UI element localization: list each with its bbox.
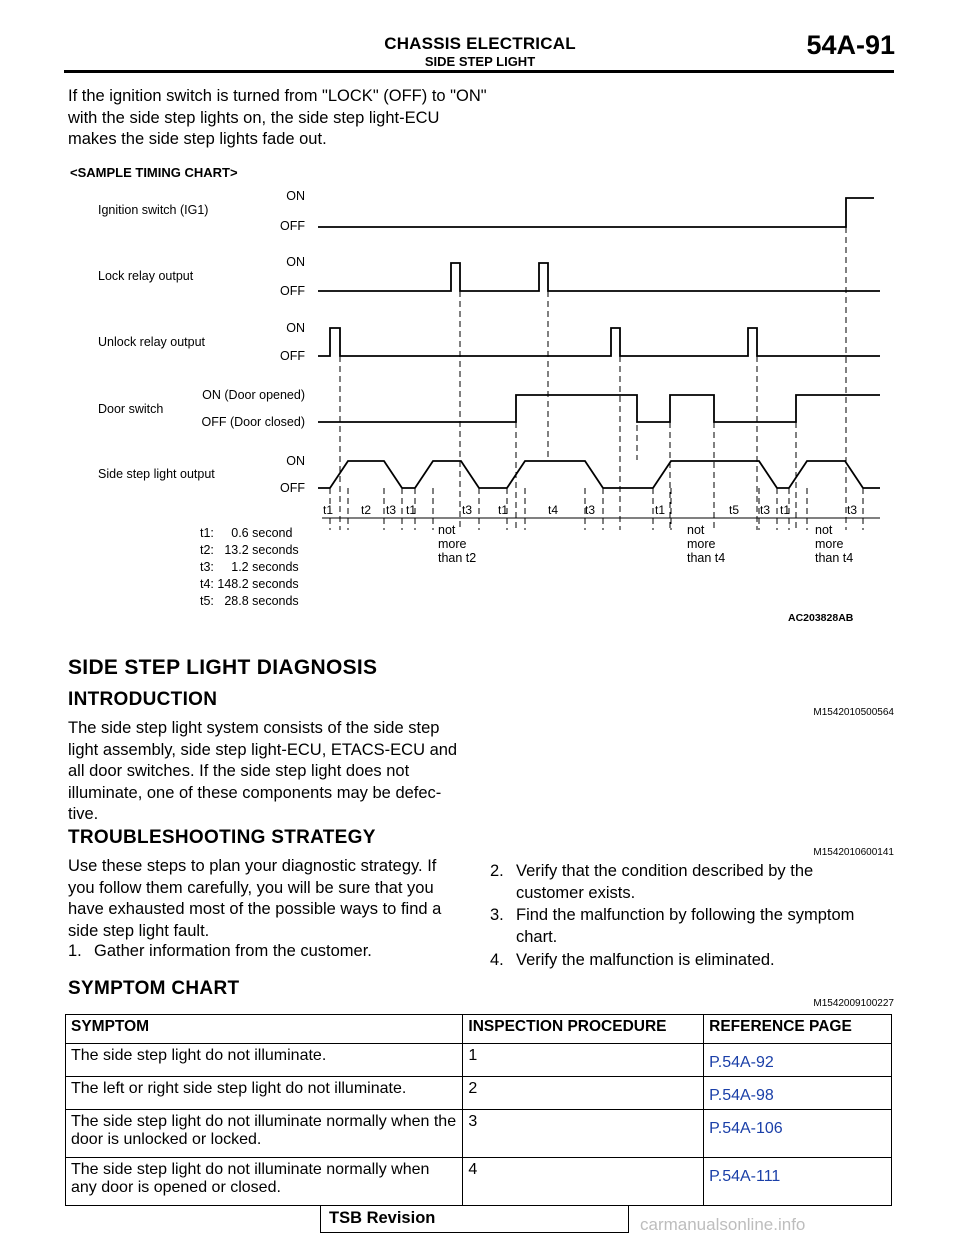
table-row <box>66 1110 892 1158</box>
reference-link[interactable]: P.54A-111 <box>704 1158 892 1206</box>
interval-label: t1 <box>406 503 417 517</box>
interval-label: t4 <box>548 503 559 517</box>
column-header: REFERENCE PAGE <box>704 1015 892 1044</box>
symptom-cell: The side step light do not illuminate normally when the door is unlocked or locked. <box>66 1110 463 1158</box>
strategy-code: M1542010600141 <box>813 847 894 858</box>
reference-link[interactable]: P.54A-92 <box>704 1044 892 1077</box>
reference-link[interactable]: P.54A-98 <box>704 1077 892 1110</box>
symptom-cell: The left or right side step light do not illuminate. <box>66 1077 463 1110</box>
unlock-relay-waveform <box>318 328 880 356</box>
tsb-revision-box: TSB Revision <box>320 1205 629 1233</box>
note-not-more-than-t2: not more than t2 <box>438 523 477 565</box>
interval-label: t1 <box>780 503 791 517</box>
interval-label: t3 <box>585 503 596 517</box>
interval-label: t1 <box>323 503 334 517</box>
symptom-chart-code: M1542009100227 <box>813 998 894 1009</box>
timing-legend: t1: 0.6 second t2: 13.2 seconds t3: 1.2 seconds t4: 148.2 seconds t5: 28.8 seconds <box>200 526 299 608</box>
column-header: SYMPTOM <box>66 1015 463 1044</box>
note-not-more-than-t4: not more than t4 <box>687 523 726 565</box>
table-row <box>66 1044 892 1077</box>
state-on-side-step: ON <box>286 454 305 468</box>
strategy-body: Use these steps to plan your diagnostic strategy. If you follow them carefully, you will be sure that you have exhausted most of the possible ways to find a side step light fault. <box>68 857 442 940</box>
table-header-row <box>66 1015 892 1044</box>
state-on-unlock: ON <box>286 321 305 335</box>
step-item: 2. Verify that the condition described by the customer exists. <box>490 862 814 902</box>
introduction-code: M1542010500564 <box>813 707 894 718</box>
signal-label-ignition: Ignition switch (IG1) <box>98 203 209 217</box>
symptom-chart-heading: SYMPTOM CHART <box>68 978 240 999</box>
state-on-ignition: ON <box>286 189 305 203</box>
state-off-side-step: OFF <box>280 481 305 495</box>
signal-label-unlock-relay: Unlock relay output <box>98 335 206 349</box>
procedure-cell: 2 <box>463 1077 704 1110</box>
state-off-ignition: OFF <box>280 219 305 233</box>
procedure-cell: 3 <box>463 1110 704 1158</box>
section-subtitle: SIDE STEP LIGHT <box>424 54 536 69</box>
signal-label-lock-relay: Lock relay output <box>98 269 194 283</box>
interval-label: t3 <box>760 503 771 517</box>
state-off-unlock: OFF <box>280 349 305 363</box>
ignition-waveform <box>318 198 874 227</box>
column-header: INSPECTION PROCEDURE <box>463 1015 704 1044</box>
diagnosis-heading: SIDE STEP LIGHT DIAGNOSIS <box>68 656 378 679</box>
figure-id: AC203828AB <box>788 612 854 624</box>
timing-chart-title: <SAMPLE TIMING CHART> <box>70 165 238 180</box>
interval-label: t1 <box>498 503 509 517</box>
symptom-table <box>65 1014 892 1206</box>
introduction-heading: INTRODUCTION <box>68 689 218 710</box>
procedure-cell: 1 <box>463 1044 704 1077</box>
table-row <box>66 1077 892 1110</box>
section-title: CHASSIS ELECTRICAL <box>384 34 576 53</box>
intro-paragraph: If the ignition switch is turned from "LOCK" (OFF) to "ON" with the side step lights on, the side step light-ECU makes the side step lights fade out. <box>68 87 487 148</box>
timing-guides <box>330 227 863 530</box>
signal-label-side-step: Side step light output <box>98 467 215 481</box>
state-off-lock: OFF <box>280 284 305 298</box>
strategy-heading: TROUBLESHOOTING STRATEGY <box>68 827 376 848</box>
note-not-more-than-t4: not more than t4 <box>815 523 854 565</box>
door-switch-waveform <box>318 395 880 422</box>
interval-label: t1 <box>655 503 666 517</box>
symptom-cell: The side step light do not illuminate normally when any door is opened or closed. <box>66 1158 463 1206</box>
step-item: 1. Gather information from the customer. <box>68 942 372 960</box>
interval-label: t2 <box>361 503 372 517</box>
interval-label: t3 <box>847 503 858 517</box>
state-off-door: OFF (Door closed) <box>201 415 305 429</box>
introduction-body: The side step light system consists of the side step light assembly, side step light-ECU, ETACS-ECU and all door switches. If the side step light does not illuminate, one of these components may be defec-tive. <box>68 719 458 823</box>
procedure-cell: 4 <box>463 1158 704 1206</box>
signal-label-door-switch: Door switch <box>98 402 164 416</box>
lock-relay-waveform <box>318 263 880 291</box>
reference-link[interactable]: P.54A-106 <box>704 1110 892 1158</box>
interval-label: t3 <box>386 503 397 517</box>
symptom-cell: The side step light do not illuminate. <box>66 1044 463 1077</box>
step-item: 3. Find the malfunction by following the symptom chart. <box>490 906 855 946</box>
page-number: 54A-91 <box>806 30 895 60</box>
step-item: 4. Verify the malfunction is eliminated. <box>490 951 775 969</box>
state-on-lock: ON <box>286 255 305 269</box>
table-row <box>66 1158 892 1206</box>
watermark: carmanualsonline.info <box>640 1215 806 1234</box>
interval-label: t5 <box>729 503 740 517</box>
state-on-door: ON (Door opened) <box>202 388 305 402</box>
interval-label: t3 <box>462 503 473 517</box>
